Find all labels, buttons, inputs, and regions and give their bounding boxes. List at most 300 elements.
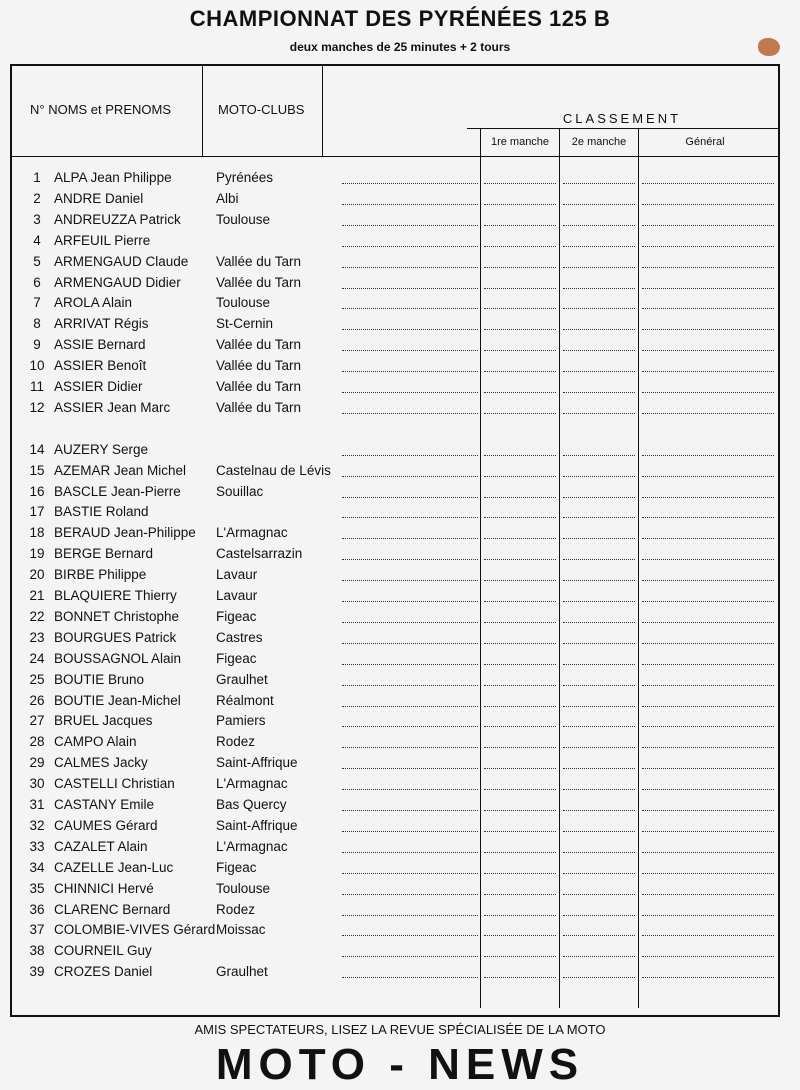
- score-blank: [484, 476, 556, 477]
- score-blank: [484, 915, 556, 916]
- score-blank: [563, 956, 635, 957]
- rider-club: Vallée du Tarn: [216, 337, 302, 353]
- rider-row: [12, 254, 782, 274]
- score-blank: [642, 308, 774, 309]
- rider-number: 25: [29, 671, 45, 687]
- header-numero-noms: N° NOMS et PRENOMS: [30, 102, 171, 117]
- score-blank: [342, 873, 478, 874]
- header-general: Général: [685, 136, 725, 148]
- score-blank: [342, 977, 478, 978]
- score-blank: [642, 622, 774, 623]
- rider-name: AROLA Alain: [54, 295, 133, 311]
- score-blank: [342, 455, 478, 456]
- score-blank: [642, 664, 774, 665]
- score-blank: [642, 371, 774, 372]
- header-moto-clubs: MOTO-CLUBS: [218, 102, 305, 117]
- score-blank: [484, 350, 556, 351]
- rider-row: [12, 818, 782, 838]
- score-blank: [342, 622, 478, 623]
- rider-name: ARMENGAUD Didier: [54, 274, 181, 290]
- score-blank: [563, 873, 635, 874]
- rider-number: 6: [33, 274, 41, 290]
- score-blank: [642, 413, 774, 414]
- score-blank: [642, 789, 774, 790]
- score-blank: [484, 935, 556, 936]
- rider-number: 2: [33, 190, 41, 206]
- page-subtitle: deux manches de 25 minutes + 2 tours: [289, 40, 511, 54]
- rider-row: [12, 546, 782, 566]
- rider-number: 27: [29, 713, 45, 729]
- score-blank: [484, 267, 556, 268]
- rider-number: 5: [33, 253, 41, 269]
- score-blank: [484, 497, 556, 498]
- score-blank: [563, 559, 635, 560]
- score-blank: [642, 977, 774, 978]
- rider-club: Castelnau de Lévis: [216, 462, 331, 478]
- rider-club: Vallée du Tarn: [216, 253, 302, 269]
- rider-club: Vallée du Tarn: [216, 274, 302, 290]
- rider-club: Toulouse: [216, 880, 271, 896]
- rider-number: 34: [29, 859, 45, 875]
- score-blank: [342, 559, 478, 560]
- rider-row: [12, 797, 782, 817]
- score-blank: [342, 371, 478, 372]
- header-classement: CLASSEMENT: [562, 111, 682, 126]
- rider-row: [12, 316, 782, 336]
- score-blank: [642, 350, 774, 351]
- score-blank: [342, 643, 478, 644]
- rider-name: BOURGUES Patrick: [54, 629, 177, 645]
- score-blank: [563, 538, 635, 539]
- rider-row: [12, 902, 782, 922]
- score-blank: [563, 476, 635, 477]
- rider-row: [12, 881, 782, 901]
- rider-number: 16: [29, 483, 45, 499]
- score-blank: [342, 852, 478, 853]
- rider-row: [12, 672, 782, 692]
- rider-club: Figeac: [216, 859, 257, 875]
- rider-row: [12, 860, 782, 880]
- score-blank: [484, 789, 556, 790]
- rider-row: [12, 337, 782, 357]
- score-blank: [642, 538, 774, 539]
- score-blank: [563, 329, 635, 330]
- rider-row: [12, 504, 782, 524]
- rider-club: L'Armagnac: [216, 776, 288, 792]
- score-blank: [342, 768, 478, 769]
- score-blank: [484, 413, 556, 414]
- rider-club: Saint-Affrique: [216, 817, 298, 833]
- rider-number: 10: [29, 358, 45, 374]
- rider-name: ASSIER Jean Marc: [54, 399, 171, 415]
- score-blank: [484, 308, 556, 309]
- rider-row: [12, 400, 782, 420]
- rider-name: AUZERY Serge: [54, 441, 149, 457]
- score-blank: [484, 852, 556, 853]
- score-blank: [342, 580, 478, 581]
- score-blank: [484, 873, 556, 874]
- rider-row: [12, 630, 782, 650]
- score-blank: [484, 894, 556, 895]
- score-blank: [563, 601, 635, 602]
- rider-number: 29: [29, 755, 45, 771]
- score-blank: [342, 476, 478, 477]
- rider-name: BRUEL Jacques: [54, 713, 153, 729]
- rider-row: [12, 484, 782, 504]
- rider-row: [12, 463, 782, 483]
- score-blank: [342, 538, 478, 539]
- rider-row: [12, 588, 782, 608]
- rider-name: ASSIER Benoît: [54, 358, 147, 374]
- score-blank: [563, 183, 635, 184]
- score-blank: [563, 517, 635, 518]
- rider-name: CLARENC Bernard: [54, 901, 171, 917]
- rider-number: 11: [29, 379, 44, 394]
- rider-number: 39: [29, 964, 45, 980]
- rider-name: ASSIER Didier: [54, 379, 143, 394]
- score-blank: [563, 371, 635, 372]
- rider-club: Saint-Affrique: [216, 755, 298, 771]
- score-blank: [484, 225, 556, 226]
- rider-row: [12, 943, 782, 963]
- score-blank: [642, 601, 774, 602]
- rider-number: 26: [29, 692, 45, 708]
- score-blank: [342, 497, 478, 498]
- score-blank: [484, 517, 556, 518]
- score-blank: [642, 706, 774, 707]
- rider-number: 20: [29, 567, 45, 583]
- score-blank: [342, 308, 478, 309]
- header-rule: [12, 156, 778, 157]
- rider-number: 30: [29, 776, 45, 792]
- score-blank: [484, 601, 556, 602]
- score-blank: [642, 894, 774, 895]
- rider-club: Figeac: [216, 608, 257, 624]
- rider-row: [12, 358, 782, 378]
- score-blank: [342, 664, 478, 665]
- score-blank: [342, 956, 478, 957]
- score-blank: [642, 852, 774, 853]
- score-blank: [484, 831, 556, 832]
- footer-note: AMIS SPECTATEURS, LISEZ LA REVUE SPÉCIALISÉE DE LA MOTO: [194, 1022, 606, 1037]
- score-blank: [642, 643, 774, 644]
- score-blank: [342, 747, 478, 748]
- score-blank: [563, 308, 635, 309]
- rider-club: Lavaur: [216, 588, 258, 603]
- score-blank: [484, 538, 556, 539]
- rider-name: CROZES Daniel: [54, 964, 153, 980]
- score-blank: [342, 413, 478, 414]
- results-table: [10, 64, 780, 1017]
- rider-row: [12, 191, 782, 211]
- score-blank: [642, 246, 774, 247]
- rider-row: [12, 776, 782, 796]
- rider-name: BASCLE Jean-Pierre: [54, 483, 181, 499]
- rider-name: COLOMBIE-VIVES Gérard: [54, 922, 216, 938]
- score-blank: [563, 831, 635, 832]
- rider-club: L'Armagnac: [216, 838, 288, 854]
- score-blank: [642, 685, 774, 686]
- score-blank: [563, 685, 635, 686]
- score-blank: [563, 497, 635, 498]
- score-blank: [484, 977, 556, 978]
- score-blank: [342, 350, 478, 351]
- rider-number: 28: [29, 734, 45, 750]
- score-blank: [484, 371, 556, 372]
- rider-name: BOUSSAGNOL Alain: [54, 650, 182, 666]
- score-blank: [642, 915, 774, 916]
- score-blank: [642, 747, 774, 748]
- rider-name: AZEMAR Jean Michel: [54, 462, 187, 478]
- score-blank: [342, 685, 478, 686]
- rider-number: 22: [29, 608, 45, 624]
- rider-row: [12, 609, 782, 629]
- rider-row: [12, 693, 782, 713]
- rider-row: [12, 922, 782, 942]
- rider-number: 12: [29, 399, 45, 415]
- rider-club: Vallée du Tarn: [216, 379, 302, 394]
- rider-club: Rodez: [216, 734, 256, 750]
- score-blank: [563, 726, 635, 727]
- score-blank: [563, 413, 635, 414]
- rider-number: 4: [33, 232, 41, 248]
- score-blank: [484, 580, 556, 581]
- rider-number: 17: [29, 504, 45, 520]
- rider-name: COURNEIL Guy: [54, 943, 152, 959]
- rider-name: BONNET Christophe: [54, 608, 180, 624]
- rider-row: [12, 964, 782, 984]
- score-blank: [642, 455, 774, 456]
- score-blank: [484, 685, 556, 686]
- score-blank: [563, 747, 635, 748]
- score-blank: [484, 288, 556, 289]
- score-blank: [642, 392, 774, 393]
- rider-name: BASTIE Roland: [54, 504, 149, 520]
- rider-number: 38: [29, 943, 45, 959]
- rider-club: Moissac: [216, 922, 266, 938]
- rider-name: CHINNICI Hervé: [54, 880, 154, 896]
- rider-name: CASTANY Emile: [54, 797, 155, 812]
- rider-number: 32: [29, 817, 45, 833]
- rider-club: Castres: [216, 629, 263, 645]
- rider-number: 36: [29, 901, 45, 917]
- score-blank: [342, 935, 478, 936]
- rider-name: BERGE Bernard: [54, 546, 154, 562]
- rider-name: ALPA Jean Philippe: [54, 170, 172, 185]
- rider-name: ANDRE Daniel: [54, 190, 144, 206]
- score-blank: [484, 810, 556, 811]
- rider-row: [12, 713, 782, 733]
- score-blank: [563, 392, 635, 393]
- score-blank: [484, 455, 556, 456]
- score-blank: [563, 350, 635, 351]
- rider-club: Rodez: [216, 901, 256, 917]
- score-blank: [342, 183, 478, 184]
- score-blank: [642, 873, 774, 874]
- rider-club: Souillac: [216, 483, 264, 499]
- rider-number: 15: [29, 462, 45, 478]
- score-blank: [642, 476, 774, 477]
- rider-number: 24: [29, 650, 45, 666]
- rider-name: CAZALET Alain: [54, 838, 148, 854]
- score-blank: [484, 204, 556, 205]
- rider-row: [12, 233, 782, 253]
- score-blank: [484, 726, 556, 727]
- score-blank: [642, 580, 774, 581]
- rider-club: Figeac: [216, 650, 257, 666]
- score-blank: [484, 329, 556, 330]
- rider-number: 35: [29, 880, 45, 896]
- score-blank: [563, 977, 635, 978]
- score-blank: [342, 706, 478, 707]
- score-blank: [342, 392, 478, 393]
- rider-number: 7: [33, 295, 41, 311]
- score-blank: [563, 580, 635, 581]
- score-blank: [642, 559, 774, 560]
- column-divider: [202, 66, 203, 156]
- score-blank: [342, 267, 478, 268]
- rider-number: 1: [33, 170, 41, 185]
- score-blank: [484, 747, 556, 748]
- rider-club: Pyrénées: [216, 170, 274, 185]
- rider-club: Lavaur: [216, 567, 258, 583]
- score-blank: [484, 643, 556, 644]
- score-blank: [642, 956, 774, 957]
- page-title: CHAMPIONNAT DES PYRÉNÉES 125 B: [189, 6, 611, 31]
- rider-club: Toulouse: [216, 211, 271, 227]
- rider-row: [12, 734, 782, 754]
- rider-number: 23: [29, 629, 45, 645]
- score-blank: [342, 831, 478, 832]
- rider-row: [12, 839, 782, 859]
- rider-name: CAUMES Gérard: [54, 817, 158, 833]
- score-blank: [563, 204, 635, 205]
- rider-club: Graulhet: [216, 671, 268, 687]
- rider-club: L'Armagnac: [216, 525, 288, 541]
- header-manche-1: 1re manche: [490, 136, 550, 148]
- rider-name: CAMPO Alain: [54, 734, 137, 750]
- score-blank: [342, 329, 478, 330]
- score-blank: [563, 915, 635, 916]
- rider-name: CASTELLI Christian: [54, 776, 175, 792]
- score-blank: [642, 726, 774, 727]
- rider-row: [12, 651, 782, 671]
- score-blank: [342, 204, 478, 205]
- rider-number: 9: [33, 337, 41, 353]
- score-blank: [563, 288, 635, 289]
- rider-row: [12, 170, 782, 190]
- score-blank: [563, 935, 635, 936]
- score-blank: [342, 225, 478, 226]
- rider-number: 21: [29, 588, 45, 603]
- rider-number: 33: [29, 838, 45, 854]
- rider-number: 37: [29, 922, 45, 938]
- score-blank: [563, 894, 635, 895]
- score-blank: [484, 622, 556, 623]
- rider-club: Graulhet: [216, 964, 268, 980]
- rider-club: St-Cernin: [216, 316, 274, 332]
- rider-name: CALMES Jacky: [54, 755, 148, 771]
- score-blank: [563, 643, 635, 644]
- rider-row: [12, 567, 782, 587]
- score-blank: [342, 810, 478, 811]
- score-blank: [484, 246, 556, 247]
- score-blank: [342, 288, 478, 289]
- score-blank: [642, 810, 774, 811]
- score-blank: [642, 204, 774, 205]
- score-blank: [484, 956, 556, 957]
- header-manche-2: 2e manche: [571, 136, 627, 148]
- rider-number: 3: [33, 211, 41, 227]
- rider-name: BIRBE Philippe: [54, 567, 147, 583]
- rider-name: ASSIE Bernard: [54, 337, 146, 353]
- footer-brand: MOTO - NEWS: [215, 1040, 585, 1089]
- score-blank: [563, 267, 635, 268]
- rider-row: [12, 379, 782, 399]
- score-blank: [563, 768, 635, 769]
- rider-name: ARMENGAUD Claude: [54, 253, 189, 269]
- rider-name: CAZELLE Jean-Luc: [54, 859, 174, 875]
- score-blank: [484, 664, 556, 665]
- score-blank: [342, 246, 478, 247]
- score-blank: [642, 267, 774, 268]
- score-blank: [484, 183, 556, 184]
- score-blank: [563, 664, 635, 665]
- rider-number: 31: [29, 797, 45, 812]
- score-blank: [563, 706, 635, 707]
- score-blank: [642, 329, 774, 330]
- rider-number: 18: [29, 525, 45, 541]
- rider-row: [12, 295, 782, 315]
- rider-club: Vallée du Tarn: [216, 399, 302, 415]
- score-blank: [484, 392, 556, 393]
- rider-name: ANDREUZZA Patrick: [54, 211, 181, 227]
- score-blank: [342, 789, 478, 790]
- rider-row: [12, 275, 782, 295]
- column-divider: [322, 66, 323, 156]
- score-blank: [642, 497, 774, 498]
- rider-club: Réalmont: [216, 692, 274, 708]
- score-blank: [642, 517, 774, 518]
- score-blank: [563, 810, 635, 811]
- rider-name: BLAQUIERE Thierry: [54, 588, 177, 603]
- rider-club: Albi: [216, 190, 239, 206]
- rider-name: BERAUD Jean-Philippe: [54, 525, 196, 541]
- rider-club: Pamiers: [216, 713, 266, 729]
- rider-number: 19: [29, 546, 45, 562]
- score-blank: [642, 831, 774, 832]
- rider-name: ARFEUIL Pierre: [54, 232, 151, 248]
- rider-row: [12, 212, 782, 232]
- score-blank: [563, 246, 635, 247]
- score-blank: [342, 726, 478, 727]
- score-blank: [563, 852, 635, 853]
- score-blank: [642, 225, 774, 226]
- score-blank: [563, 622, 635, 623]
- score-blank: [342, 894, 478, 895]
- rider-club: Castelsarrazin: [216, 546, 303, 562]
- score-blank: [642, 768, 774, 769]
- score-blank: [563, 225, 635, 226]
- rider-row: [12, 442, 782, 462]
- rider-club: Vallée du Tarn: [216, 358, 302, 374]
- rider-name: ARRIVAT Régis: [54, 316, 149, 332]
- rider-name: BOUTIE Jean-Michel: [54, 692, 181, 708]
- rider-name: BOUTIE Bruno: [54, 671, 145, 687]
- score-blank: [642, 288, 774, 289]
- rider-club: Bas Quercy: [216, 797, 287, 812]
- score-blank: [563, 455, 635, 456]
